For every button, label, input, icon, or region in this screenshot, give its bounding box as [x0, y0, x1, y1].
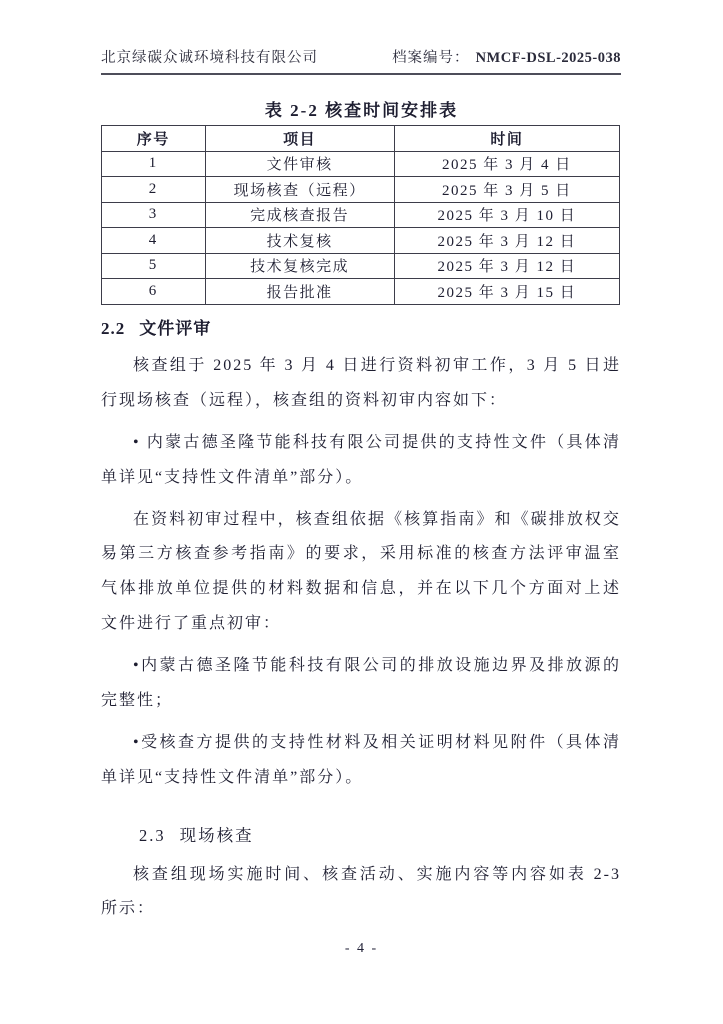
company-name: 北京绿碳众诚环境科技有限公司	[101, 50, 318, 66]
cell-time: 2025 年 3 月 10 日	[394, 202, 619, 228]
cell-time: 2025 年 3 月 4 日	[394, 151, 619, 177]
cell-time: 2025 年 3 月 15 日	[394, 279, 619, 305]
paragraph: 核查组现场实施时间、核查活动、实施内容等内容如表 2-3 所示：	[101, 865, 621, 918]
bullet-item: •内蒙古德圣隆节能科技有限公司的排放设施边界及排放源的完整性；	[101, 657, 621, 709]
cell-item: 技术复核	[205, 228, 394, 254]
paragraph: 在资料初审过程中，核查组依据《核算指南》和《碳排放权交易第三方核查参考指南》的要求，采用标准的核查方法评审温室气体排放单位提供的材料数据和信息，并在以下几个方面对上述文件进行了重点初审：	[101, 510, 621, 633]
table-caption: 表 2-2 核查时间安排表	[264, 101, 459, 120]
cell-seq: 3	[102, 202, 206, 228]
cell-seq: 1	[102, 151, 206, 177]
table-row	[102, 253, 620, 279]
section-number: 2.3	[139, 825, 166, 845]
cell-seq: 5	[102, 253, 206, 279]
table-row	[102, 177, 620, 203]
section-heading-2-2	[101, 314, 621, 339]
header-cell-seq: 序号	[102, 126, 206, 152]
cell-time: 2025 年 3 月 12 日	[394, 253, 619, 279]
cell-item: 技术复核完成	[205, 253, 394, 279]
bullet-item: • 内蒙古德圣隆节能科技有限公司提供的支持性文件（具体清单详见“支持性文件清单”部分）。	[101, 433, 621, 486]
bullet-item: •受核查方提供的支持性材料及相关证明材料见附件（具体清单详见“支持性文件清单”部分）。	[101, 733, 621, 786]
cell-time: 2025 年 3 月 12 日	[394, 228, 619, 254]
file-number-label: 档案编号：	[392, 50, 470, 66]
cell-item: 报告批准	[205, 279, 394, 305]
section-number: 2.2	[101, 319, 126, 338]
section-title: 现场核查	[179, 825, 254, 845]
file-number-value: NMCF-DSL-2025-038	[475, 50, 621, 66]
cell-seq: 6	[102, 279, 206, 305]
cell-time: 2025 年 3 月 5 日	[394, 177, 619, 203]
schedule-table	[101, 125, 620, 305]
cell-item: 文件审核	[205, 151, 394, 177]
cell-seq: 2	[102, 177, 206, 203]
file-number	[392, 46, 621, 67]
cell-seq: 4	[102, 228, 206, 254]
page-footer	[0, 941, 723, 957]
cell-item: 现场核查（远程）	[205, 177, 394, 203]
page-number: - 4 -	[344, 941, 379, 956]
header-cell-time: 时间	[394, 126, 619, 152]
section-heading-2-3	[139, 822, 621, 846]
table-row	[102, 228, 620, 254]
document-body	[101, 310, 621, 934]
section-title: 文件评审	[139, 319, 212, 338]
table-header-row	[102, 126, 620, 152]
header-cell-item: 项目	[205, 126, 394, 152]
cell-item: 完成核查报告	[205, 202, 394, 228]
page-header	[101, 46, 621, 75]
table-row	[102, 279, 620, 305]
paragraph: 核查组于 2025 年 3 月 4 日进行资料初审工作，3 月 5 日进行现场核查（远程），核查组的资料初审内容如下：	[101, 357, 621, 409]
table-row	[102, 151, 620, 177]
table-row	[102, 202, 620, 228]
